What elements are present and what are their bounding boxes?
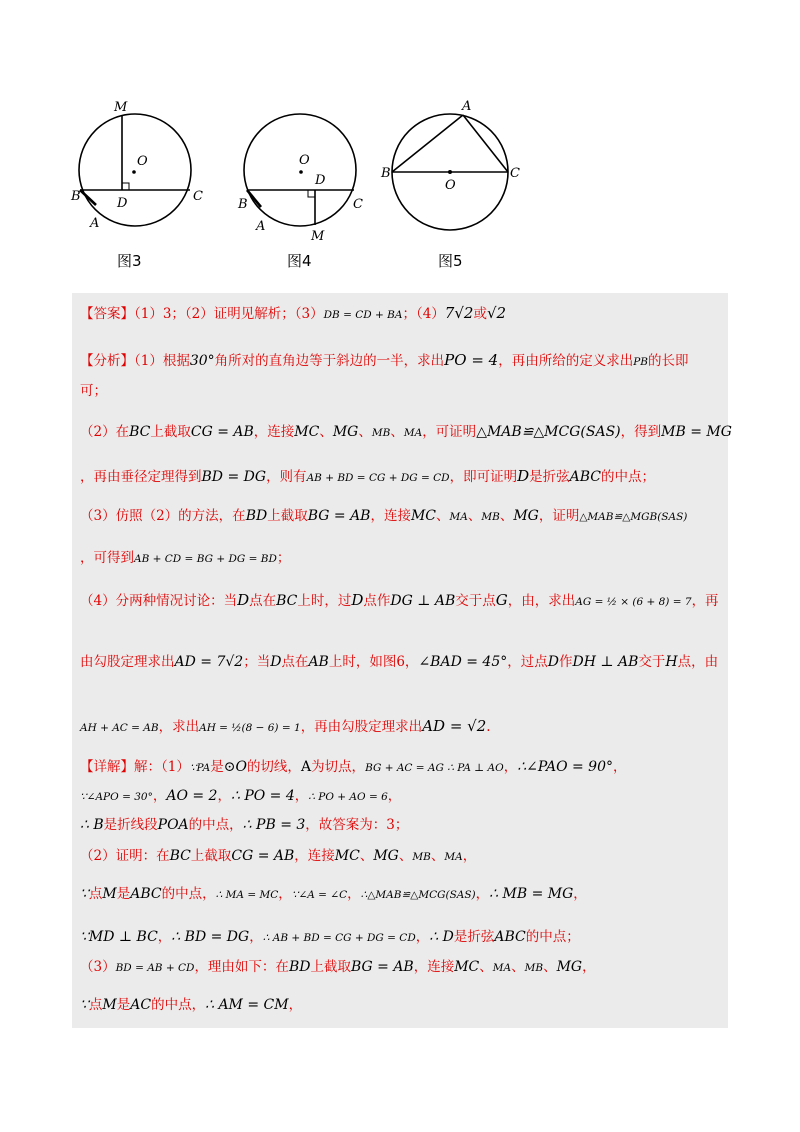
math: MG [332, 424, 359, 440]
text: 角所对的直角边等于斜边的一半，求出 [214, 353, 445, 369]
text: 点 [88, 886, 103, 902]
math: AO = 2 [166, 788, 218, 804]
fig4-chord-ab [247, 190, 261, 207]
fig4-label-o: O [299, 153, 310, 168]
math: AG = ½ × (6 + 8) = 7 [575, 596, 692, 608]
text: 、 [499, 508, 514, 524]
geometry-figures [0, 0, 800, 290]
fig5-label-b: B [381, 166, 391, 181]
math: BG + AC = AG ∴ PA ⊥ AO [365, 762, 504, 774]
text: ， [613, 759, 627, 775]
math: AC [130, 997, 152, 1013]
math: MA [492, 962, 512, 974]
math: A [300, 759, 312, 775]
detail-line-4 [80, 846, 724, 867]
fig3-chord-ab [80, 190, 96, 205]
text: ，连接 [413, 959, 455, 975]
fig4-label-m: M [311, 229, 325, 244]
text: ，再由所给的定义求出 [498, 353, 634, 369]
math: △MAB≌△MCG(SAS) [476, 424, 621, 440]
text: ， [503, 759, 518, 775]
text: ， [249, 929, 263, 945]
text: 、 [436, 508, 450, 524]
math: ∴ B [80, 817, 104, 833]
fig4-label-b: B [238, 197, 248, 212]
text: ，连接 [370, 508, 411, 524]
text: ， [387, 788, 402, 804]
text: 由勾股定理求出 [80, 654, 175, 670]
text: ，可得到 [80, 550, 134, 566]
math: AH = ½(8 − 6) = 1 [199, 722, 301, 734]
math: MB [524, 962, 544, 974]
text: 的中点， [151, 997, 206, 1013]
text: 是 [116, 886, 131, 902]
math: H [665, 654, 678, 670]
text: 点 [88, 997, 103, 1013]
text: （4）分两种情况讨论：当 [80, 593, 238, 609]
math: BD [288, 959, 311, 975]
text: ；当 [243, 654, 271, 670]
math: ABC [130, 886, 162, 902]
math: M [102, 997, 117, 1013]
text: ， [573, 886, 587, 902]
text: ，可证明 [422, 424, 477, 440]
text: ，再由垂径定理得到 [80, 469, 202, 485]
text: 的中点； [525, 929, 580, 945]
text: 是折弦 [453, 929, 495, 945]
math: CG = AB [190, 424, 254, 440]
fig3-label-c: C [193, 189, 203, 204]
text: 、 [430, 848, 445, 864]
math: PB [633, 356, 648, 368]
math: ∠BAD = 45° [418, 654, 508, 670]
text: 是折弦 [529, 469, 570, 485]
answer-part4-math-a: 7√2 [444, 304, 474, 322]
text: 的中点， [161, 886, 216, 902]
text: 点作 [363, 593, 391, 609]
math: D [270, 654, 282, 670]
text: 、 [479, 959, 493, 975]
text: ， [347, 886, 361, 902]
math: MC [454, 959, 480, 975]
figure-3 [79, 114, 191, 226]
text: 、 [358, 424, 372, 440]
text: ，故答案为：3； [305, 817, 409, 833]
text: 的中点； [600, 469, 655, 485]
math: AD = √2 [422, 717, 487, 735]
text: 为切点， [311, 759, 366, 775]
text: ，连接 [253, 424, 295, 440]
math: D [237, 591, 250, 609]
text: 、 [511, 959, 525, 975]
math: ∴ PB = 3 [242, 817, 306, 833]
text: 、 [319, 424, 333, 440]
text: ； [276, 550, 291, 566]
analysis-line-3 [80, 422, 732, 443]
math: ∴ BD = DG [171, 929, 250, 945]
text: 、 [359, 848, 374, 864]
math: MA [403, 427, 423, 439]
math: △MAB≌△MGB(SAS) [579, 511, 688, 523]
text: 、 [390, 424, 404, 440]
text: ， [475, 886, 490, 902]
math: ∴ AM = CM [205, 997, 289, 1013]
fig3-label-a: A [90, 216, 100, 231]
math: ∴△MAB≌△MCG(SAS) [360, 889, 476, 901]
math: BD [245, 508, 268, 524]
text: ，连接 [294, 848, 335, 864]
text: 上截取 [310, 959, 351, 975]
text: 的中点， [188, 817, 243, 833]
math: POA [157, 817, 189, 833]
math: M [102, 886, 117, 902]
analysis-line-8 [80, 652, 724, 672]
math: MG [556, 959, 583, 975]
fig4-caption: 图4 [287, 252, 312, 270]
text: 交于点 [455, 593, 496, 609]
text: 、 [543, 959, 557, 975]
math: AB + BD = CG + DG = CD [306, 472, 450, 484]
math: ABC [494, 929, 526, 945]
fig3-circle [79, 114, 191, 226]
text: ， [294, 788, 309, 804]
text: 点在 [281, 654, 309, 670]
fig3-label-o: O [137, 154, 148, 169]
text: 是折线段 [103, 817, 158, 833]
math: PO = 4 [444, 351, 499, 369]
math: BG = AB [350, 959, 414, 975]
text: 的长即 [648, 353, 689, 369]
answer-head: 【答案】（1）3；（2）证明见解析；（3） [80, 306, 324, 322]
fig4-center-dot [299, 170, 303, 174]
text: ， [288, 997, 303, 1013]
math: MB = MG [661, 424, 732, 440]
answer-part3-math: DB = CD + BA [323, 309, 403, 321]
math: ABC [569, 469, 601, 485]
fig5-chord-ba [392, 115, 463, 172]
text: ，由，求出 [507, 593, 576, 609]
detail-line-1 [80, 757, 724, 778]
text: ， [217, 788, 231, 804]
text: ， [415, 929, 430, 945]
math: AD = 7√2 [174, 654, 244, 670]
fig5-caption: 图5 [438, 252, 463, 270]
text: （3） [80, 959, 116, 975]
math: ∵∠APO = 30° [80, 791, 153, 803]
text: 上时，过 [297, 593, 352, 609]
answer-or: 或 [473, 306, 487, 322]
math: AH + AC = AB [80, 722, 159, 734]
text: 是 [210, 759, 224, 775]
math: MC [334, 848, 360, 864]
math: CG = AB [231, 848, 295, 864]
text: ，即可证明 [449, 469, 518, 485]
math: ∵PA [189, 762, 211, 774]
text: （3）仿照（2）的方法，在 [80, 508, 246, 524]
math: D [547, 654, 559, 670]
text: ，过点 [507, 654, 548, 670]
answer-part4-math-b: √2 [486, 304, 507, 322]
text: 上截取 [150, 424, 191, 440]
text: ， [152, 788, 167, 804]
detail-line-7 [80, 957, 724, 978]
math: BC [276, 593, 298, 609]
math: ∴ MB = MG [489, 886, 574, 902]
math: D [351, 591, 364, 609]
fig4-label-a: A [256, 219, 266, 234]
math: ∵ [80, 886, 89, 902]
text: ， [582, 959, 596, 975]
text: （2）在 [80, 424, 130, 440]
fig3-label-b: B [71, 189, 81, 204]
analysis-line-6 [80, 548, 724, 569]
fig5-label-c: C [510, 166, 520, 181]
math: MB [371, 427, 391, 439]
math: MG [373, 848, 399, 864]
math: ∴ PO + AO = 6 [308, 791, 388, 803]
math: MA [444, 851, 463, 863]
math: BC [169, 848, 191, 864]
math: ∴ PO = 4 [230, 788, 295, 804]
text: 交于 [638, 654, 666, 670]
math: BD = AB + CD [115, 962, 195, 974]
analysis-line-4 [80, 466, 724, 488]
analysis-line-2: 可； [80, 383, 107, 399]
figure-4 [244, 114, 356, 226]
math: ∵∠A = ∠C [291, 889, 348, 901]
text: 、 [467, 508, 482, 524]
math: G [495, 591, 508, 609]
detail-line-2 [80, 786, 724, 807]
detail-line-3 [80, 815, 724, 835]
math: DG ⊥ AB [390, 593, 456, 609]
analysis-line-7 [80, 590, 724, 612]
text: 上截取 [190, 848, 232, 864]
math: MA [449, 511, 468, 523]
math: ∴ AB + BD = CG + DG = CD [262, 932, 416, 944]
math: ∴ D [429, 929, 454, 945]
math: BG = AB [307, 508, 371, 524]
detail-line-5 [80, 884, 724, 905]
math: AB [308, 654, 329, 670]
text: ，得到 [620, 424, 662, 440]
math: MC [294, 424, 320, 440]
text: ， [278, 886, 292, 902]
fig3-center-dot [132, 170, 136, 174]
fig3-label-d: D [117, 196, 128, 211]
math: D [517, 467, 530, 485]
text: ，证明 [538, 508, 580, 524]
fig3-right-angle [122, 183, 129, 190]
math: ∵MD ⊥ BC [80, 929, 158, 945]
fig4-label-c: C [353, 197, 363, 212]
fig5-label-o: O [445, 178, 456, 193]
text: 点，由 [677, 654, 719, 670]
math: ∵ [80, 997, 89, 1013]
math: AB + CD = BG + DG = BD [134, 553, 277, 565]
text: ，再 [691, 593, 719, 609]
fig3-label-m: M [114, 100, 128, 115]
fig4-right-angle [308, 190, 315, 197]
math: ∴ MA = MC [215, 889, 279, 901]
text: . [486, 719, 491, 735]
math: MG [513, 508, 539, 524]
math: MB [412, 851, 431, 863]
text: ， [462, 848, 477, 864]
text: 的切线， [246, 759, 301, 775]
fig5-center-dot [448, 170, 452, 174]
text: 【详解】解：（1） [80, 759, 190, 775]
answer-sep: ；（4） [402, 306, 445, 322]
math: ⊙O [223, 759, 247, 775]
text: （2）证明：在 [80, 848, 170, 864]
analysis-line-1 [80, 350, 724, 372]
text: ， [157, 929, 172, 945]
math: MC [410, 508, 437, 524]
text: 作 [558, 654, 573, 670]
text: ，求出 [158, 719, 200, 735]
detail-line-6 [80, 927, 724, 948]
detail-line-8 [80, 995, 724, 1015]
text: 【分析】（1）根据 [80, 353, 190, 369]
fig3-caption: 图3 [117, 252, 142, 270]
figures-area [0, 0, 800, 290]
math: MB [481, 511, 500, 523]
math: BD = DG [201, 469, 267, 485]
analysis-line-9 [80, 716, 724, 738]
figure-5 [392, 114, 508, 230]
math: DH ⊥ AB [572, 654, 639, 670]
text: 点在 [249, 593, 277, 609]
text: 上截取 [267, 508, 308, 524]
math: BC [129, 424, 151, 440]
text: ，再由勾股定理求出 [300, 719, 423, 735]
text: ，理由如下：在 [194, 959, 289, 975]
fig4-label-d: D [315, 173, 326, 188]
text: 是 [116, 997, 131, 1013]
answer-line [80, 303, 724, 325]
analysis-line-5 [80, 506, 724, 527]
text: 上时，如图6， [328, 654, 419, 670]
math: 30° [189, 353, 215, 369]
fig4-circle [244, 114, 356, 226]
text: 、 [398, 848, 413, 864]
fig5-label-a: A [462, 99, 472, 114]
text: ，则有 [266, 469, 307, 485]
math: ∴∠PAO = 90° [517, 759, 613, 775]
